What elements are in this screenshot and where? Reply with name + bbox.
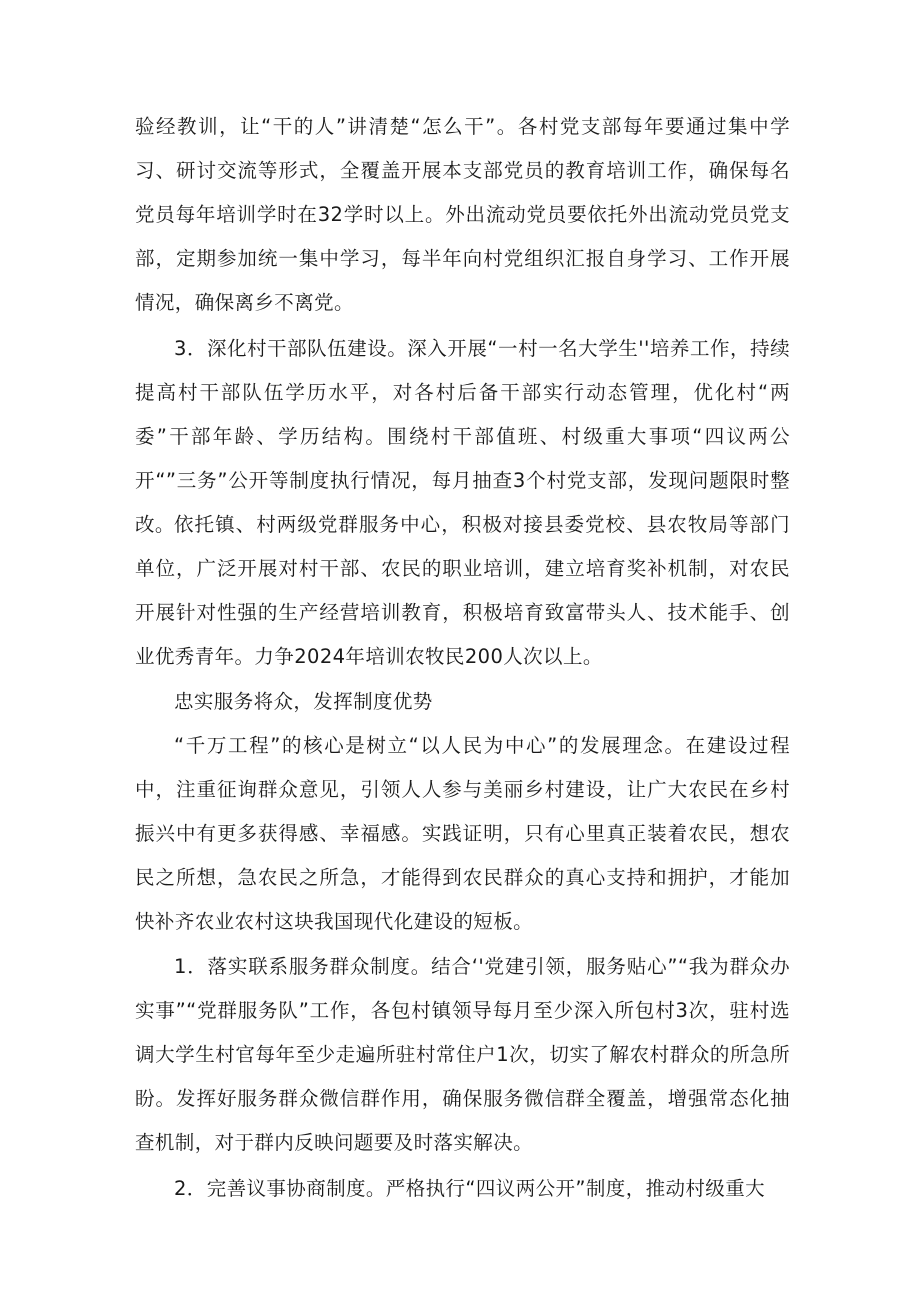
paragraph-village-cadre-team: 3．深化村干部队伍建设。深入开展“一村一名大学生''培养工作，持续提高村干部队伍学历水平，对各村后备干部实行动态管理，优化村“两委”干部年龄、学历结构。围绕村干部值班、村级重大事项“四议两公开“”三务”公开等制度执行情况，每月抽查3个村党支部，发现问题限时整改。 bbox=[135, 337, 790, 536]
paragraph-vocational-training: 依托镇、村两级党群服务中心，积极对接县委党校、县农牧局等部门单位，广泛开展对村干部、农民的职业培训，建立培育奖补机制，对农民开展针对性强的生产经营培训教育，积极培育致富带头人、技术能手、创业优秀青年。力争2024年培训农牧民200人次以上。 bbox=[135, 513, 790, 668]
paragraph-thousand-project: “千万工程”的核心是树立“以人民为中心”的发展理念。在建设过程中，注重征询群众意见，引领人人参与美丽乡村建设，让广大农民在乡村振兴中有更多获得感、幸福感。实践证明，只有心里真正装着农民，想农民之所想，急农民之所急，才能得到农民群众的真心支持和拥护，才能加快补齐农业农村这块我国现代化建设的短板。 bbox=[135, 734, 790, 933]
paragraph-contact-service-system: 1．落实联系服务群众制度。结合‘'党建引领，服务贴心”“我为群众办实事”“党群服务队”工作，各包村镇领导每月至少深入所包村3次，驻村选调大学生村官每年至少走遍所驻村常住户1次，切实了解农村群众的所急所盼。发挥好服务群众微信群作用，确保服务微信群全覆盖，增强常态化抽查机制，对于群内反映问题要及时落实解决。 bbox=[135, 955, 790, 1154]
paragraph-training-continuation: 验经教训，让“干的人”讲清楚“怎么干”。各村党支部每年要通过集中学习、研讨交流等形式，全覆盖开展本支部党员的教育培训工作，确保每名党员每年培训学时在32学时以上。外出流动党员要依托外出流动党员党支部，定期参加统一集中学习，每半年向村党组织汇报自身学习、工作开展情况，确保离乡不离党。 bbox=[135, 115, 790, 314]
paragraph-consultation-system: 2．完善议事协商制度。严格执行“四议两公开”制度，推动村级重大 bbox=[174, 1177, 766, 1200]
section-heading: 忠实服务将众，发挥制度优势 bbox=[174, 690, 433, 713]
